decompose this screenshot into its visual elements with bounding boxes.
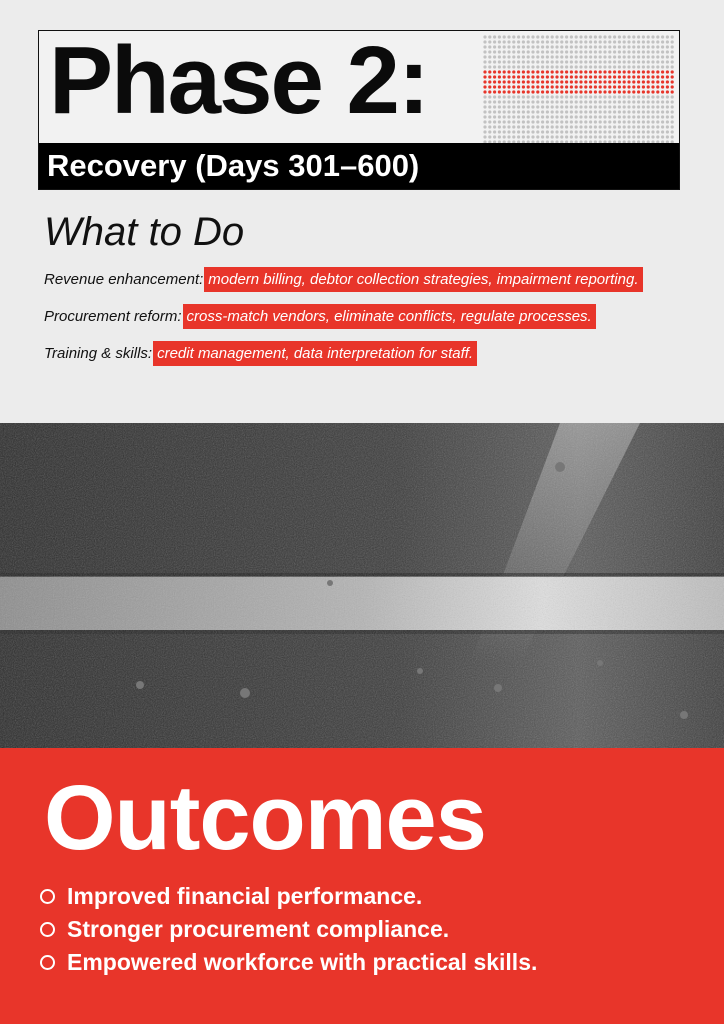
header-box xyxy=(38,27,680,190)
action-detail: cross-match vendors, eliminate conflicts, regulate processes. xyxy=(183,304,596,329)
asphalt-road-photo xyxy=(0,423,724,748)
action-item-procurement xyxy=(44,303,724,329)
outcomes-panel xyxy=(0,748,724,1024)
dot-grid-decoration xyxy=(483,35,677,147)
outcomes-title: Outcomes xyxy=(44,767,486,869)
action-item-revenue xyxy=(44,266,724,292)
outcome-item xyxy=(40,880,537,913)
circle-bullet-icon xyxy=(40,889,55,904)
outcome-text: Empowered workforce with practical skills. xyxy=(67,949,538,975)
action-detail: credit management, data interpretation for staff. xyxy=(153,341,477,366)
outcome-list xyxy=(40,880,537,979)
outcome-item xyxy=(40,946,537,979)
action-label: Training & skills: xyxy=(44,344,153,362)
page-subtitle: Recovery (Days 301–600) xyxy=(47,148,420,183)
action-list xyxy=(44,266,724,377)
page-title: Phase 2: xyxy=(49,27,428,134)
action-label: Procurement reform: xyxy=(44,307,182,325)
subtitle-bar xyxy=(39,143,679,189)
action-label: Revenue enhancement: xyxy=(44,270,204,288)
outcome-text: Stronger procurement compliance. xyxy=(67,916,450,942)
circle-bullet-icon xyxy=(40,922,55,937)
action-detail: modern billing, debtor collection strategies, impairment reporting. xyxy=(204,267,642,292)
action-item-training xyxy=(44,340,724,366)
circle-bullet-icon xyxy=(40,955,55,970)
outcome-text: Improved financial performance. xyxy=(67,883,423,909)
what-to-do-heading: What to Do xyxy=(44,210,245,254)
outcome-item xyxy=(40,913,537,946)
